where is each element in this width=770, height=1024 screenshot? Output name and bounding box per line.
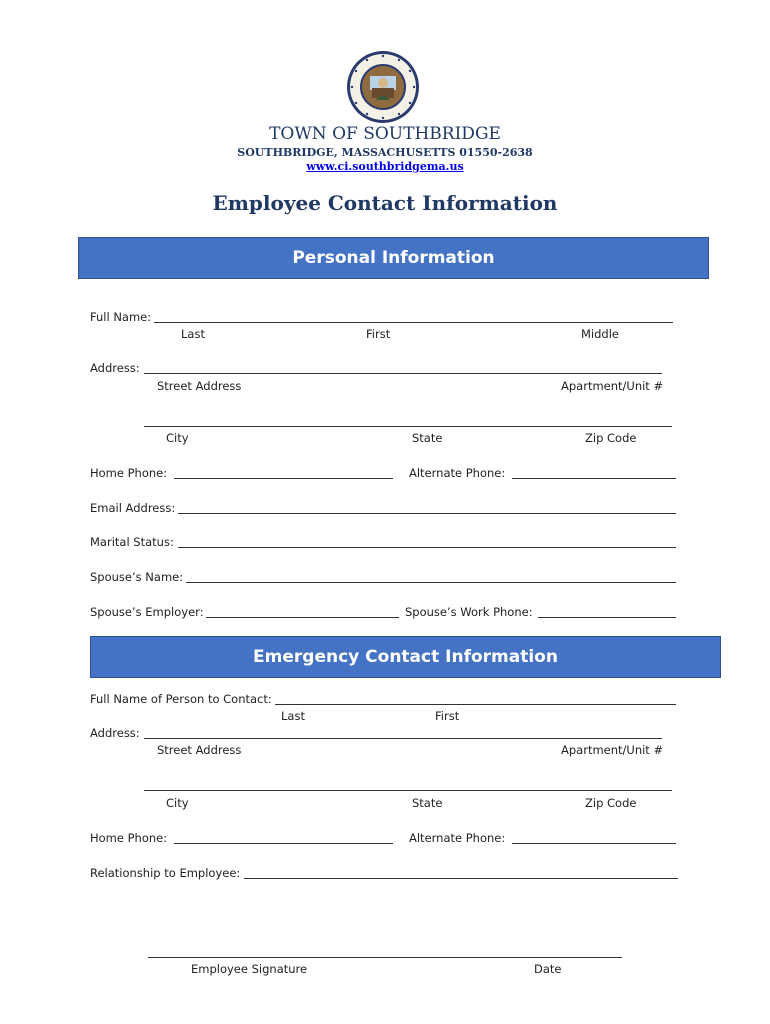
town-name: TOWN OF SOUTHBRIDGE: [269, 124, 501, 144]
spouse-work-phone-field[interactable]: [538, 617, 676, 618]
website-link[interactable]: www.ci.southbridgema.us: [306, 160, 464, 173]
spouse-name-label: Spouse’s Name:: [90, 570, 184, 584]
contact-city-state-zip-field[interactable]: [144, 790, 672, 791]
website-row: [0, 160, 770, 173]
relationship-label: Relationship to Employee:: [90, 866, 241, 880]
contact-apartment-caption: Apartment/Unit #: [561, 743, 664, 757]
first-caption: First: [366, 327, 391, 341]
relationship-field[interactable]: [244, 878, 678, 879]
date-caption: Date: [534, 962, 562, 976]
employee-signature-caption: Employee Signature: [191, 962, 308, 976]
spouse-employer-label: Spouse’s Employer:: [90, 605, 204, 619]
alternate-phone-field[interactable]: [512, 478, 676, 479]
email-field[interactable]: [178, 513, 676, 514]
street-address-field[interactable]: [144, 373, 662, 374]
full-name-label: Full Name:: [90, 310, 152, 324]
spouse-work-phone-label: Spouse’s Work Phone:: [405, 605, 533, 619]
contact-first-caption: First: [435, 709, 460, 723]
address-label: Address:: [90, 361, 140, 375]
contact-home-phone-field[interactable]: [174, 843, 393, 844]
contact-alternate-phone-field[interactable]: [512, 843, 676, 844]
home-phone-field[interactable]: [174, 478, 393, 479]
contact-alternate-phone-label: Alternate Phone:: [409, 831, 506, 845]
home-phone-label: Home Phone:: [90, 466, 168, 480]
alternate-phone-label: Alternate Phone:: [409, 466, 506, 480]
contact-name-label: Full Name of Person to Contact:: [90, 692, 272, 706]
city-state-zip-field[interactable]: [144, 426, 672, 427]
spouse-employer-field[interactable]: [206, 617, 399, 618]
city-caption: City: [166, 431, 189, 445]
personal-info-banner: [78, 237, 709, 279]
marital-status-field[interactable]: [178, 547, 676, 548]
contact-zip-caption: Zip Code: [585, 796, 637, 810]
apartment-caption: Apartment/Unit #: [561, 379, 664, 393]
personal-info-heading: Personal Information: [292, 248, 495, 268]
email-label: Email Address:: [90, 501, 176, 515]
contact-state-caption: State: [412, 796, 443, 810]
signature-date-field[interactable]: [148, 957, 622, 958]
emergency-info-banner: [90, 636, 721, 678]
spouse-name-field[interactable]: [186, 582, 676, 583]
contact-street-caption: Street Address: [157, 743, 242, 757]
town-address: SOUTHBRIDGE, MASSACHUSETTS 01550-2638: [237, 146, 533, 159]
marital-status-label: Marital Status:: [90, 535, 174, 549]
contact-name-field[interactable]: [275, 704, 676, 705]
zip-caption: Zip Code: [585, 431, 637, 445]
last-caption: Last: [181, 327, 205, 341]
state-caption: State: [412, 431, 443, 445]
town-seal: [346, 50, 420, 124]
contact-street-field[interactable]: [144, 738, 662, 739]
contact-home-phone-label: Home Phone:: [90, 831, 168, 845]
contact-address-label: Address:: [90, 726, 140, 740]
middle-caption: Middle: [581, 327, 619, 341]
street-address-caption: Street Address: [157, 379, 242, 393]
emergency-info-heading: Emergency Contact Information: [253, 647, 558, 667]
contact-last-caption: Last: [281, 709, 305, 723]
full-name-field[interactable]: [154, 322, 673, 323]
form-title: Employee Contact Information: [212, 191, 558, 215]
contact-city-caption: City: [166, 796, 189, 810]
